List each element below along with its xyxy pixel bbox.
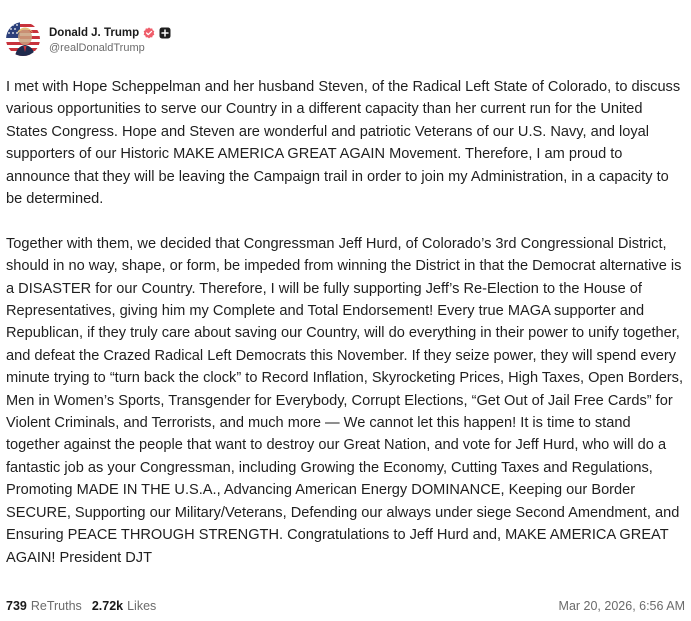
author-display-name[interactable]: Donald J. Trump: [49, 26, 140, 39]
post-paragraph-2: Together with them, we decided that Congressman Jeff Hurd, of Colorado’s 3rd Congressional District, should in no way, shape, or form, be impeded from winning the District in that the Democrat alternative is a DISASTER for our Country. Therefore, I will be fully supporting Jeff’s Re-Election to the House of Representatives, giving him my Complete and Total Endorsement! Every true MAGA supporter and Republican, if they truly care about saving our Country, will do everything in their power to unify together, and defeat the Crazed Radical Left Democrats this November. If they seize power, they will spend every minute trying to “turn back the clock” to Record Inflation, Skyrocketing Prices, High Taxes, Open Borders, Men in Women’s Sports, Transgender for Everybody, Corrupt Elections, “Get Out of Jail Free Cards” for Violent Criminals, and Terrorists, and much more — We cannot let this happen! It is time to stand together against the people that want to destroy our Great Nation, and vote for Jeff Hurd, who will do a fantastic job as your Congressman, including Growing the Economy, Cutting Taxes and Regulations, Promoting MADE IN THE U.S.A., Advancing American Energy DOMINANCE, Keeping our Border SECURE, Supporting our Military/Veterans, Defending our always under siege Second Amendment, and Ensuring PEACE THROUGH STRENGTH. Congratulations to Jeff Hurd and, MAKE AMERICA GREAT AGAIN! President DJT: [6, 235, 684, 566]
likes-count: 2.72k: [91, 599, 124, 613]
post-header: [6, 19, 171, 59]
name-row: [49, 24, 171, 41]
verified-badge-icon: [143, 27, 155, 39]
post-paragraph-1: I met with Hope Scheppelman and her husband Steven, of the Radical Left State of Colorado, to discuss various opportunities to serve our Country in a different capacity than her current run for the United States Congress. Hope and Steven are wonderful and patriotic Veterans of our U.S. Navy, and loyal supporters of our Historic MAKE AMERICA GREAT AGAIN Movement. Therefore, I am proud to announce that they will be leaving the Campaign trail in order to join my Administration, in a capacity to be determined.: [6, 79, 681, 208]
retruths-label: ReTruths: [30, 599, 82, 613]
flag-portrait-avatar-icon: [6, 22, 40, 56]
post-body: [6, 76, 686, 569]
author-identity: [49, 24, 171, 54]
author-handle[interactable]: @realDonaldTrump: [49, 42, 145, 54]
likes-stat[interactable]: [92, 599, 156, 613]
plus-badge-icon: [159, 27, 171, 39]
post-timestamp[interactable]: Mar 20, 2026, 6:56 AM: [558, 599, 685, 613]
author-avatar[interactable]: [6, 22, 40, 56]
likes-label: Likes: [127, 599, 157, 613]
post-footer: [6, 597, 685, 615]
retruths-count: 739: [6, 599, 27, 613]
retruths-stat[interactable]: [6, 599, 82, 613]
